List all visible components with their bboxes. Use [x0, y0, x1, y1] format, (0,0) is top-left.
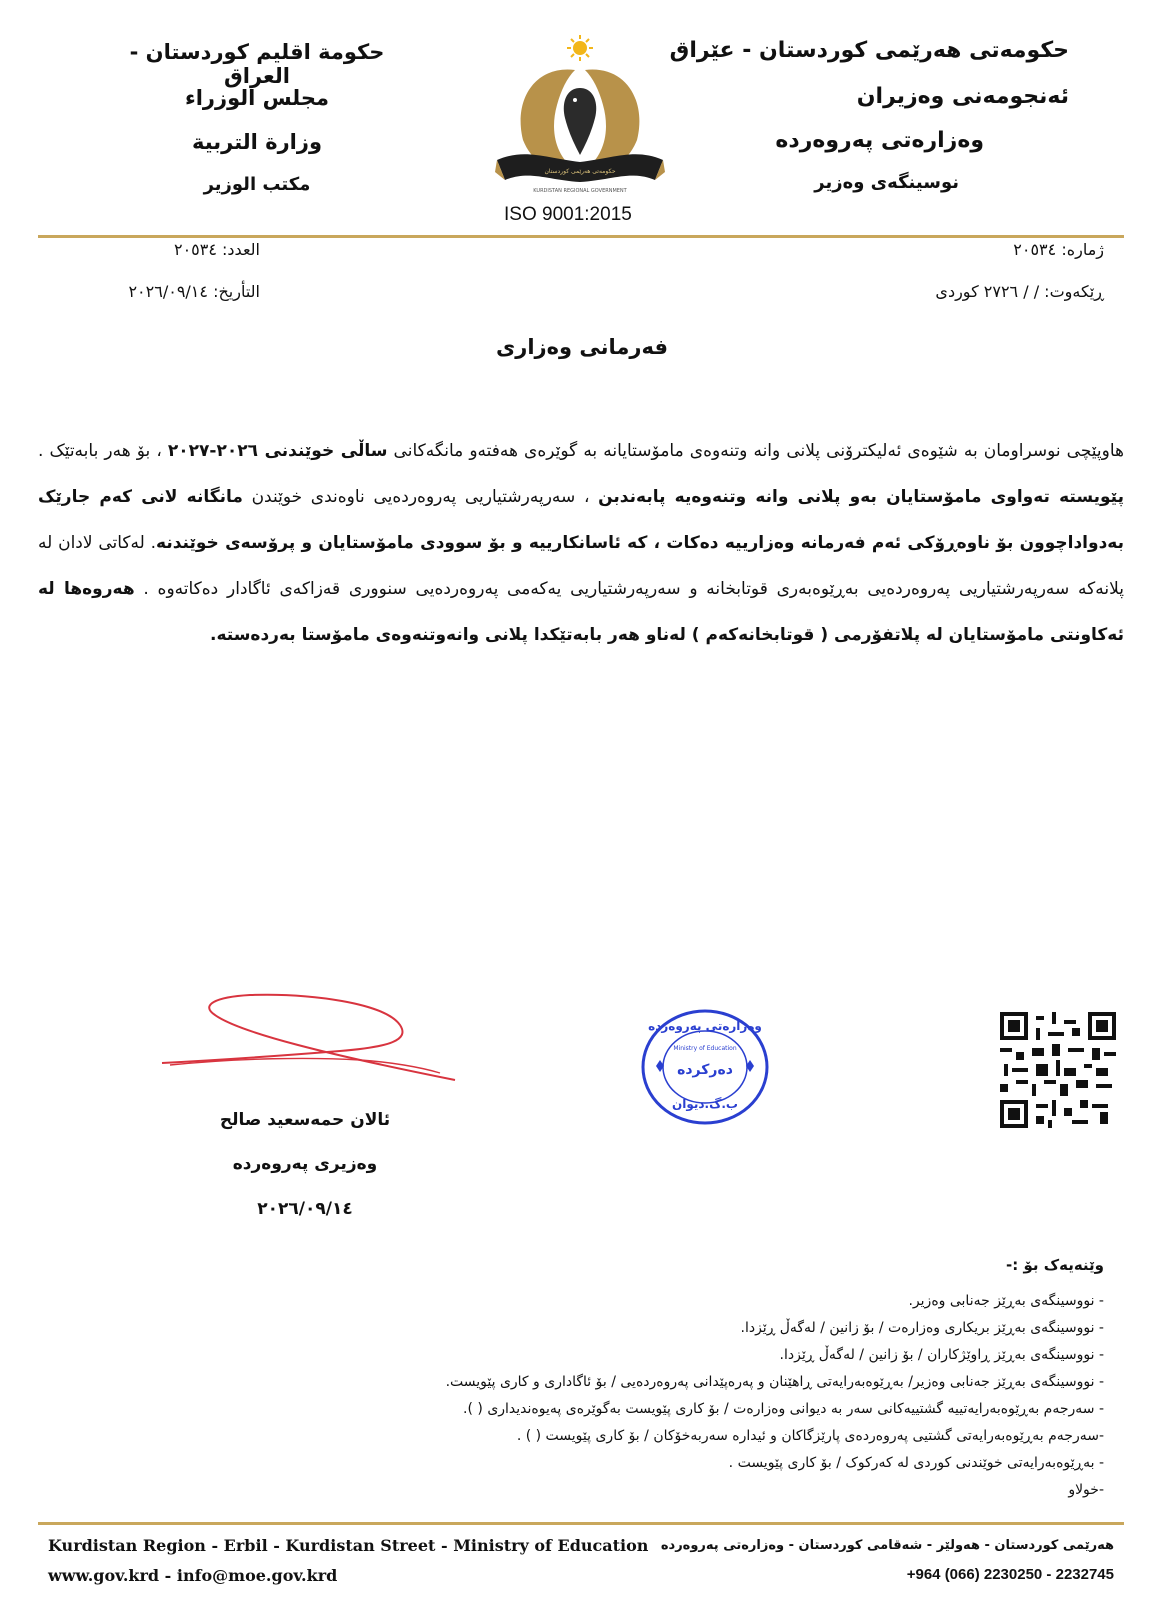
- footer-contact-english: www.gov.krd - info@moe.gov.krd: [48, 1566, 338, 1585]
- logo-ribbon-text: حكومەتی هەرێمی کوردستان: [544, 168, 616, 175]
- cc-item: -خولاو: [1068, 1482, 1104, 1498]
- signatory-role: وەزیری پەروەردە: [232, 1154, 378, 1174]
- stamp-top-text: وەزارەتی پەروەردە: [648, 1019, 762, 1033]
- cc-item: - سەرجەم بەڕێوەبەرایەتییە گشتییەکانی سەر بە دیوانی وەزارەت / بۆ کاری پێویست بەگوێرەی پەیوەندیداری ( ).: [463, 1401, 1104, 1417]
- order-body-paragraph: [38, 428, 1124, 658]
- header-right-line-1: حکومەتی هەرێمی کوردستان - عێراق: [669, 38, 1069, 63]
- cc-item: - نووسینگەی بەڕێز جەنابی وەزیر/ بەڕێوەبەرایەتی ڕاهێنان و پەرەپێدانی پەروەردەیی / بۆ ئاگاداری و کاری پێویست.: [445, 1374, 1104, 1390]
- logo-arc-text: KURDISTAN REGIONAL GOVERNMENT: [533, 188, 627, 194]
- body-text-part-2: ، بۆ هەر بابەتێک .: [38, 441, 168, 461]
- stamp-middle-text: دەرکردە: [677, 1062, 733, 1078]
- body-text-part-1: هاوپێچی نوسراومان بە شێوەی ئەلیکترۆنی پلانی وانە وتنەوەی مامۆستایانە بە گوێرەی هەفتەو مانگەکانی: [387, 441, 1125, 461]
- signature-date: ٢٠٢٦/٠٩/١٤: [257, 1199, 353, 1219]
- cc-list: [204, 1288, 1104, 1504]
- document-number-kurdish: ژمارە: ٢٠٥٣٤: [1013, 240, 1104, 259]
- krg-emblem-logo: [495, 30, 665, 205]
- cc-item: - نووسینگەی بەڕێز بریکاری وەزارەت / بۆ زانین / لەگەڵ ڕێزدا.: [740, 1320, 1104, 1336]
- header-left-line-1: حكومة اقليم كوردستان - العراق: [129, 40, 385, 88]
- header-divider: [38, 235, 1124, 238]
- header-right-line-2: ئەنجومەنی وەزیران: [856, 84, 1069, 109]
- document-number-arabic: العدد: ٢٠٥٣٤: [173, 240, 260, 259]
- signatory-name: ئالان حمەسعید صالح: [219, 1110, 391, 1130]
- body-text-academic-year: ساڵی خوێندنی ٢٠٢٦-٢٠٢٧: [167, 441, 388, 461]
- handwritten-signature: [160, 985, 465, 1100]
- body-text-part-3: ، سەرپەرشتیاریی پەروەردەیی ناوەندی خوێندن: [242, 487, 599, 507]
- body-text-platform-note: هەروەها لە ئەکاونتی مامۆستایان لە پلاتفۆرمی ( قوتابخانەکەم ) لەناو هەر بابەتێکدا پلانی وانەوتنەوەی مامۆستا بەردەستە.: [38, 579, 1124, 645]
- page-title: فەرمانی وەزاری: [496, 335, 668, 359]
- footer-address-english: Kurdistan Region - Erbil - Kurdistan Street - Ministry of Education: [48, 1536, 649, 1555]
- cc-item: - بەڕێوەبەرایەتی خوێندنی کوردی لە کەرکوک / بۆ کاری پێویست .: [728, 1455, 1104, 1471]
- footer-divider: [38, 1522, 1124, 1525]
- body-text-monthly-followup: مانگانە لانی کەم جارێک بەدواداچوون بۆ ناوەڕۆکی ئەم فەرمانە وەزارییە دەکات ، کە ئاسانکارییە و بۆ سوودی مامۆستایان و پرۆسەی خوێندنە: [38, 487, 1124, 553]
- footer-address-kurdish: هەرێمی کوردستان - هەولێر - شەقامی کوردستان - وەزارەتی پەروەردە: [660, 1538, 1114, 1553]
- header-right-line-3: وەزارەتی پەروەردە: [775, 128, 984, 153]
- cc-item: - نووسینگەی بەڕێز جەنابی وەزیر.: [908, 1293, 1104, 1309]
- cc-item: -سەرجەم بەڕێوەبەرایەتی گشتیی پەروەردەی پارێزگاکان و ئیدارە سەربەخۆکان / بۆ کاری پێویست ( ) .: [516, 1428, 1104, 1444]
- header-right-line-4: نوسینگەی وەزیر: [814, 172, 959, 193]
- stamp-bottom-text: ب.گ.دیوان: [671, 1097, 739, 1111]
- stamp-english-text: Ministry of Education: [673, 1045, 737, 1052]
- iso-certification: ISO 9001:2015: [504, 204, 632, 225]
- header-left-line-4: مكتب الوزير: [203, 174, 311, 195]
- cc-item: - نووسینگەی بەڕێز ڕاوێژکاران / بۆ زانین / لەگەڵ ڕێزدا.: [779, 1347, 1104, 1363]
- document-date-kurdish: ڕێکەوت: / / ٢٧٢٦ کوردی: [935, 282, 1104, 301]
- ministry-stamp: [640, 1008, 770, 1126]
- header-left-line-3: وزارة التربية: [191, 130, 323, 154]
- cc-heading: وێنەیەک بۆ :-: [1006, 1256, 1104, 1274]
- header-left-line-2: مجلس الوزراء: [184, 86, 330, 110]
- document-date-arabic: التأريخ: ٢٠٢٦/٠٩/١٤: [128, 282, 260, 301]
- qr-code: [1000, 1012, 1116, 1128]
- body-text-part-4: . لەکاتی لادان لە پلانەکە سەرپەرشتیاریی پەروەردەیی بەڕێوەبەری قوتابخانە و سەرپەرشتیاریی یەکەمی پەروەردەیی سنووری قەزاکەی ئاگادار دەکاتەوە .: [38, 533, 1124, 599]
- footer-phone: +964 (066) 2230250 - 2232745: [906, 1566, 1114, 1583]
- body-text-requirement: پێویستە تەواوی مامۆستایان بەو پلانی وانە وتنەوەیە پابەندبن: [598, 487, 1125, 507]
